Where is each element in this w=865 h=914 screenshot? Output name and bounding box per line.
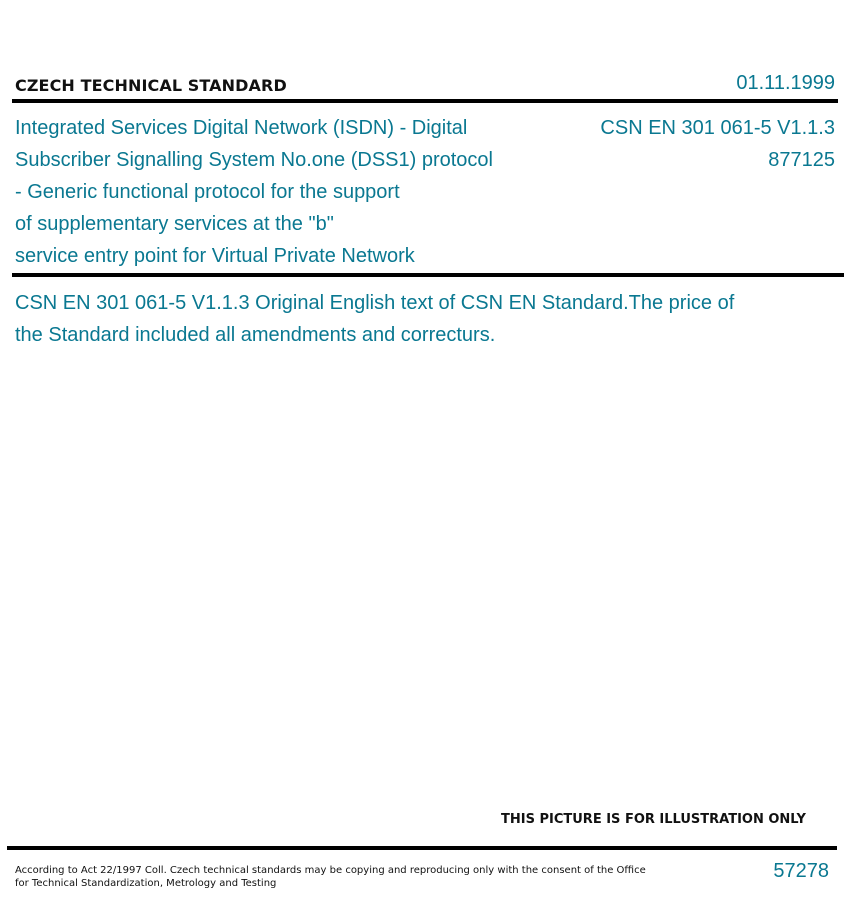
title-line: of supplementary services at the "b" [15, 213, 334, 235]
legal-line: for Technical Standardization, Metrology and Testing [15, 878, 277, 889]
document-number: 57278 [773, 860, 829, 882]
standard-identifiers [600, 112, 835, 176]
illustration-note: THIS PICTURE IS FOR ILLUSTRATION ONLY [501, 812, 806, 827]
title-line: Integrated Services Digital Network (ISDN) - Digital [15, 117, 468, 139]
document-heading: CZECH TECHNICAL STANDARD [15, 76, 287, 95]
issue-date: 01.11.1999 [736, 72, 835, 94]
standard-title [15, 112, 545, 272]
footer-divider [7, 846, 837, 850]
standard-description: CSN EN 301 061-5 V1.1.3 Original English text of CSN EN Standard.The price of the Standard included all amendments and correcturs. [15, 292, 735, 346]
legal-notice [15, 864, 646, 890]
title-line: - Generic functional protocol for the support [15, 181, 400, 203]
header-divider [12, 99, 838, 103]
title-divider [12, 273, 844, 277]
legal-line: According to Act 22/1997 Coll. Czech technical standards may be copying and reproducing only with the consent of the Office [15, 865, 646, 876]
title-line: service entry point for Virtual Private Network [15, 245, 415, 267]
catalog-number: 877125 [768, 149, 835, 171]
standard-code: CSN EN 301 061-5 V1.1.3 [600, 117, 835, 139]
title-line: Subscriber Signalling System No.one (DSS1) protocol [15, 149, 493, 171]
